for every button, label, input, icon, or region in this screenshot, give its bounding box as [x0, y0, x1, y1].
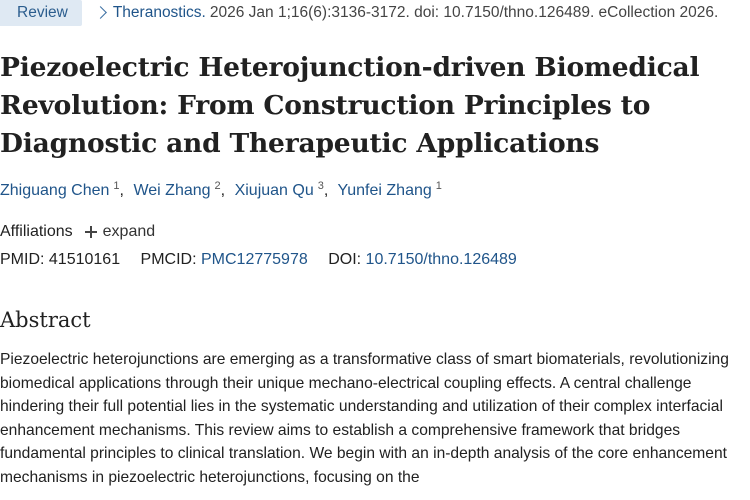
doi-link[interactable]: 10.7150/thno.126489 [365, 251, 517, 268]
author-item [133, 182, 220, 199]
affiliation-marker[interactable]: 1 [113, 180, 120, 192]
identifiers [0, 251, 517, 269]
article-type-badge: Review [0, 0, 82, 26]
author-link[interactable]: Zhiguang Chen [0, 182, 110, 199]
author-item [0, 182, 120, 199]
plus-icon[interactable] [85, 226, 97, 238]
article-title: Piezoelectric Heterojunction-driven Biomedical Revolution: From Construction Principles to Diagnostic and Therapeutic Applications [0, 52, 700, 159]
doi-label: DOI: [328, 251, 362, 268]
author-item [337, 182, 441, 199]
affiliation-marker[interactable]: 1 [435, 180, 442, 192]
pmid-label: PMID: [0, 251, 45, 268]
author-link[interactable]: Xiujuan Qu [234, 182, 314, 199]
pmcid-link[interactable]: PMC12775978 [201, 251, 308, 268]
author-list [0, 180, 442, 200]
author-item [235, 182, 324, 199]
author-separator: , [323, 182, 329, 199]
affiliations-toggle[interactable] [0, 223, 155, 241]
affiliation-marker[interactable]: 2 [214, 180, 221, 192]
journal-link[interactable]: Theranostics. [112, 4, 206, 21]
affiliations-label: Affiliations [0, 223, 73, 240]
author-link[interactable]: Yunfei Zhang [337, 182, 432, 199]
pmid-value: 41510161 [48, 251, 121, 268]
expand-button[interactable]: expand [102, 223, 156, 240]
author-separator: , [119, 182, 124, 199]
citation-bar [0, 0, 750, 26]
author-link[interactable]: Wei Zhang [133, 182, 211, 199]
abstract-text: Piezoelectric heterojunctions are emerging as a transformative class of smart biomaterials, revolutionizing biomedical applications through their unique mechano-electrical coupling effects. A central challenge hindering their full potential lies in the systematic understanding and utilization of their complex interfacial enhancement mechanisms. This review aims to establish a comprehensive framework that bridges fundamental principles to clinical translation. We begin with an in-depth analysis of the core enhancement mechanisms in piezoelectric heterojunctions, focusing on the [0, 351, 729, 486]
affiliation-marker[interactable]: 3 [317, 180, 324, 192]
pmcid-label: PMCID: [140, 251, 197, 268]
chevron-right-icon [94, 6, 107, 19]
abstract-heading: Abstract [0, 308, 91, 332]
citation-details: 2026 Jan 1;16(6):3136-3172. doi: 10.7150/thno.126489. eCollection 2026. [209, 4, 719, 21]
author-separator: , [220, 182, 226, 199]
